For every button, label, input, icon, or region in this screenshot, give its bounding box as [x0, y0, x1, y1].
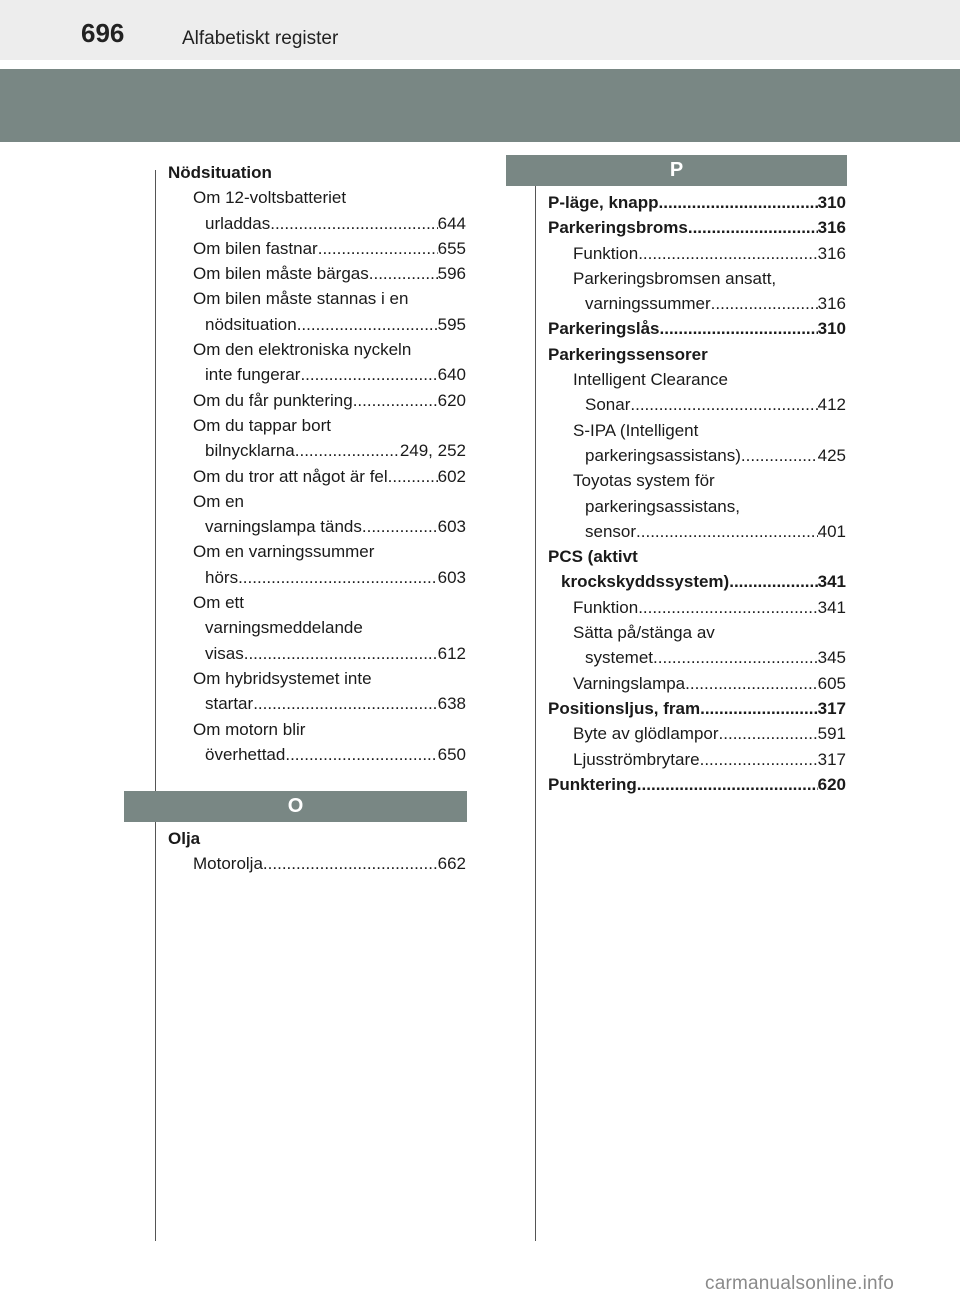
index-entry-label: Motorolja	[193, 854, 263, 874]
dot-leader	[637, 772, 818, 797]
index-entry-page: 620	[437, 390, 466, 410]
index-entry-page: 603	[437, 517, 466, 537]
index-entry-page: 345	[817, 648, 846, 668]
index-entry	[168, 185, 466, 210]
index-entry-label: Om du får punktering	[193, 390, 353, 410]
index-entry-label: Om du tror att något är fel	[193, 466, 388, 486]
index-entry-label: Punktering	[548, 774, 637, 794]
dot-leader	[638, 595, 817, 620]
index-entry	[548, 494, 846, 519]
index-entry-label: nödsituation	[205, 314, 297, 334]
index-entry	[548, 266, 846, 291]
dot-leader	[285, 742, 437, 767]
index-entry-label: varningslampa tänds	[205, 517, 362, 537]
page-number: 696	[81, 18, 125, 48]
index-entry	[168, 464, 466, 489]
index-entry-page: 412	[817, 395, 846, 415]
index-entry-label: Om du tappar bort	[193, 415, 331, 435]
index-entry-page: 401	[817, 521, 846, 541]
index-entry	[548, 696, 846, 721]
dot-leader	[636, 519, 818, 544]
section-header-p: P	[506, 155, 847, 186]
index-entry	[168, 565, 466, 590]
index-entry-label: Om ett	[193, 593, 245, 613]
index-entry	[168, 666, 466, 691]
index-entry	[548, 418, 846, 443]
index-entry-page: 310	[817, 193, 846, 212]
index-entry-page: 316	[817, 218, 846, 238]
index-entry	[168, 489, 466, 514]
index-entry	[548, 392, 846, 417]
dot-leader	[388, 464, 438, 489]
index-entry	[168, 438, 466, 463]
index-entry-label: parkeringsassistans)	[585, 445, 741, 465]
index-entry-label: systemet	[585, 648, 654, 668]
index-entry-label: Om bilen fastnar	[193, 238, 318, 258]
index-entry-label: Sonar	[585, 395, 631, 415]
index-entry-label: Parkeringslås	[548, 319, 660, 339]
index-entry-label: inte fungerar	[205, 365, 301, 385]
index-entry-label: P-läge, knapp	[548, 193, 659, 212]
index-entry-page: 640	[437, 365, 466, 385]
index-entry-label: Toyotas system för	[573, 471, 715, 491]
dot-leader	[700, 747, 818, 772]
index-entry-page: 591	[817, 724, 846, 744]
header-band	[0, 69, 960, 142]
index-entry-label: Om motorn blir	[193, 719, 306, 739]
index-entry	[548, 241, 846, 266]
index-entry	[168, 615, 466, 640]
dot-leader	[270, 211, 437, 236]
dot-leader	[729, 569, 817, 594]
index-entry-label: Om bilen måste bärgas	[193, 264, 369, 284]
index-entry-page: 310	[817, 319, 846, 339]
index-entry-label: Om en varningssummer	[193, 542, 375, 562]
index-entry	[548, 671, 846, 696]
index-entry	[548, 215, 846, 240]
index-entry-label: sensor	[585, 521, 637, 541]
dot-leader	[263, 851, 438, 876]
dot-leader	[660, 316, 818, 341]
index-entry-label: S-IPA (Intelligent	[573, 420, 699, 440]
index-entry-label: varningssummer	[585, 294, 711, 314]
index-entry	[168, 641, 466, 666]
index-entry-label: överhettad	[205, 744, 286, 764]
index-entry	[548, 316, 846, 341]
dot-leader	[362, 514, 438, 539]
index-entry	[168, 590, 466, 615]
index-entry	[548, 595, 846, 620]
dot-leader	[297, 312, 438, 337]
index-entry	[168, 337, 466, 362]
page-header	[0, 0, 960, 60]
index-entry	[548, 569, 846, 594]
index-entry-page: 602	[437, 466, 466, 486]
index-entry-label: bilnycklarna	[205, 441, 295, 461]
dot-leader	[238, 565, 438, 590]
index-entry	[548, 443, 846, 468]
index-entry-label: Om bilen måste stannas i en	[193, 289, 409, 309]
index-entry	[548, 645, 846, 670]
index-entry-page: 612	[437, 643, 466, 663]
dot-leader	[685, 671, 817, 696]
section-header-o: O	[124, 791, 467, 822]
left-index-column	[168, 160, 466, 767]
dot-leader	[253, 691, 437, 716]
index-entry-page: 603	[437, 567, 466, 587]
index-entry	[548, 519, 846, 544]
dot-leader	[659, 190, 818, 215]
dot-leader	[700, 696, 818, 721]
index-entry-page: 638	[437, 694, 466, 714]
index-entry	[548, 342, 846, 367]
header-title: Alfabetiskt register	[182, 28, 339, 49]
index-entry	[168, 312, 466, 337]
index-entry-label: visas	[205, 643, 244, 663]
index-entry-page: 650	[437, 744, 466, 764]
dot-leader	[653, 645, 818, 670]
index-entry-label: Varningslampa	[573, 673, 686, 693]
index-entry-label: krockskyddssystem)	[561, 572, 730, 592]
dot-leader	[353, 388, 438, 413]
index-entry-label: PCS (aktivt	[548, 547, 638, 567]
index-entry-label: Om en	[193, 491, 245, 511]
index-entry	[548, 772, 846, 797]
index-entry	[168, 286, 466, 311]
dot-leader	[711, 291, 818, 316]
index-entry-label: Intelligent Clearance	[573, 370, 728, 390]
index-entry	[548, 468, 846, 493]
index-entry-page: 605	[817, 673, 846, 693]
index-entry	[168, 539, 466, 564]
index-entry-label: Funktion	[573, 597, 639, 617]
index-entry-label: Om 12-voltsbatteriet	[193, 188, 347, 208]
index-entry-page: 655	[437, 238, 466, 258]
index-entry-page: 620	[817, 774, 846, 794]
index-entry-label: varningsmeddelande	[205, 618, 363, 638]
index-entry	[548, 721, 846, 746]
index-entry-page: 316	[817, 294, 846, 314]
index-entry-label: Positionsljus, fram	[548, 698, 701, 718]
index-entry-label: Nödsituation	[168, 163, 272, 182]
index-entry-page: 317	[817, 698, 846, 718]
dot-leader	[638, 241, 817, 266]
index-entry-label: startar	[205, 694, 254, 714]
dot-leader	[741, 443, 818, 468]
index-entry-page: 425	[817, 445, 846, 465]
index-entry-page: 341	[817, 597, 846, 617]
index-entry-page: 316	[817, 243, 846, 263]
index-entry	[168, 362, 466, 387]
dot-leader	[300, 362, 437, 387]
index-entry-label: parkeringsassistans,	[585, 496, 740, 516]
dot-leader	[244, 641, 438, 666]
dot-leader	[719, 721, 818, 746]
dot-leader	[369, 261, 438, 286]
index-entry-label: Parkeringsbromsen ansatt,	[573, 268, 777, 288]
index-entry-label: Parkeringsbroms	[548, 218, 688, 238]
index-entry	[548, 291, 846, 316]
index-entry	[168, 691, 466, 716]
index-entry-label: Sätta på/stänga av	[573, 623, 715, 643]
index-entry	[168, 413, 466, 438]
index-entry-label: Funktion	[573, 243, 639, 263]
index-entry	[168, 388, 466, 413]
watermark: carmanualsonline.info	[705, 1273, 895, 1294]
index-entry	[548, 367, 846, 392]
index-entry	[168, 742, 466, 767]
left-column-rule	[155, 170, 156, 1241]
index-entry-label: Om den elektroniska nyckeln	[193, 340, 412, 360]
index-entry-label: Olja	[168, 829, 201, 848]
index-entry	[168, 236, 466, 261]
index-entry-label: hörs	[205, 567, 239, 587]
left-index-column-o	[168, 826, 466, 877]
index-entry	[168, 826, 466, 851]
right-column-rule	[535, 170, 536, 1241]
index-entry	[548, 544, 846, 569]
dot-leader	[318, 236, 438, 261]
index-entry-label: Om hybridsystemet inte	[193, 668, 372, 688]
dot-leader	[688, 215, 818, 240]
index-entry-label: urladdas	[205, 213, 271, 233]
index-entry	[168, 160, 466, 185]
index-entry-page: 596	[437, 264, 466, 284]
index-entry	[548, 190, 846, 215]
index-entry	[168, 211, 466, 236]
index-entry-page: 644	[437, 213, 466, 233]
index-entry-page: 595	[437, 314, 466, 334]
index-entry	[548, 747, 846, 772]
index-entry-label: Parkeringssensorer	[548, 344, 708, 364]
dot-leader	[295, 438, 400, 463]
right-index-column	[548, 190, 846, 797]
index-entry	[168, 851, 466, 876]
index-entry-page: 341	[817, 572, 846, 592]
index-entry-label: Byte av glödlampor	[573, 724, 719, 744]
index-entry-page: 317	[817, 749, 846, 769]
index-entry	[168, 514, 466, 539]
index-entry-page: 249, 252	[399, 441, 466, 461]
index-entry	[168, 261, 466, 286]
index-entry-page: 662	[437, 854, 466, 874]
index-entry	[168, 717, 466, 742]
index-entry-label: Ljusströmbrytare	[573, 749, 700, 769]
index-entry	[548, 620, 846, 645]
dot-leader	[630, 392, 817, 417]
